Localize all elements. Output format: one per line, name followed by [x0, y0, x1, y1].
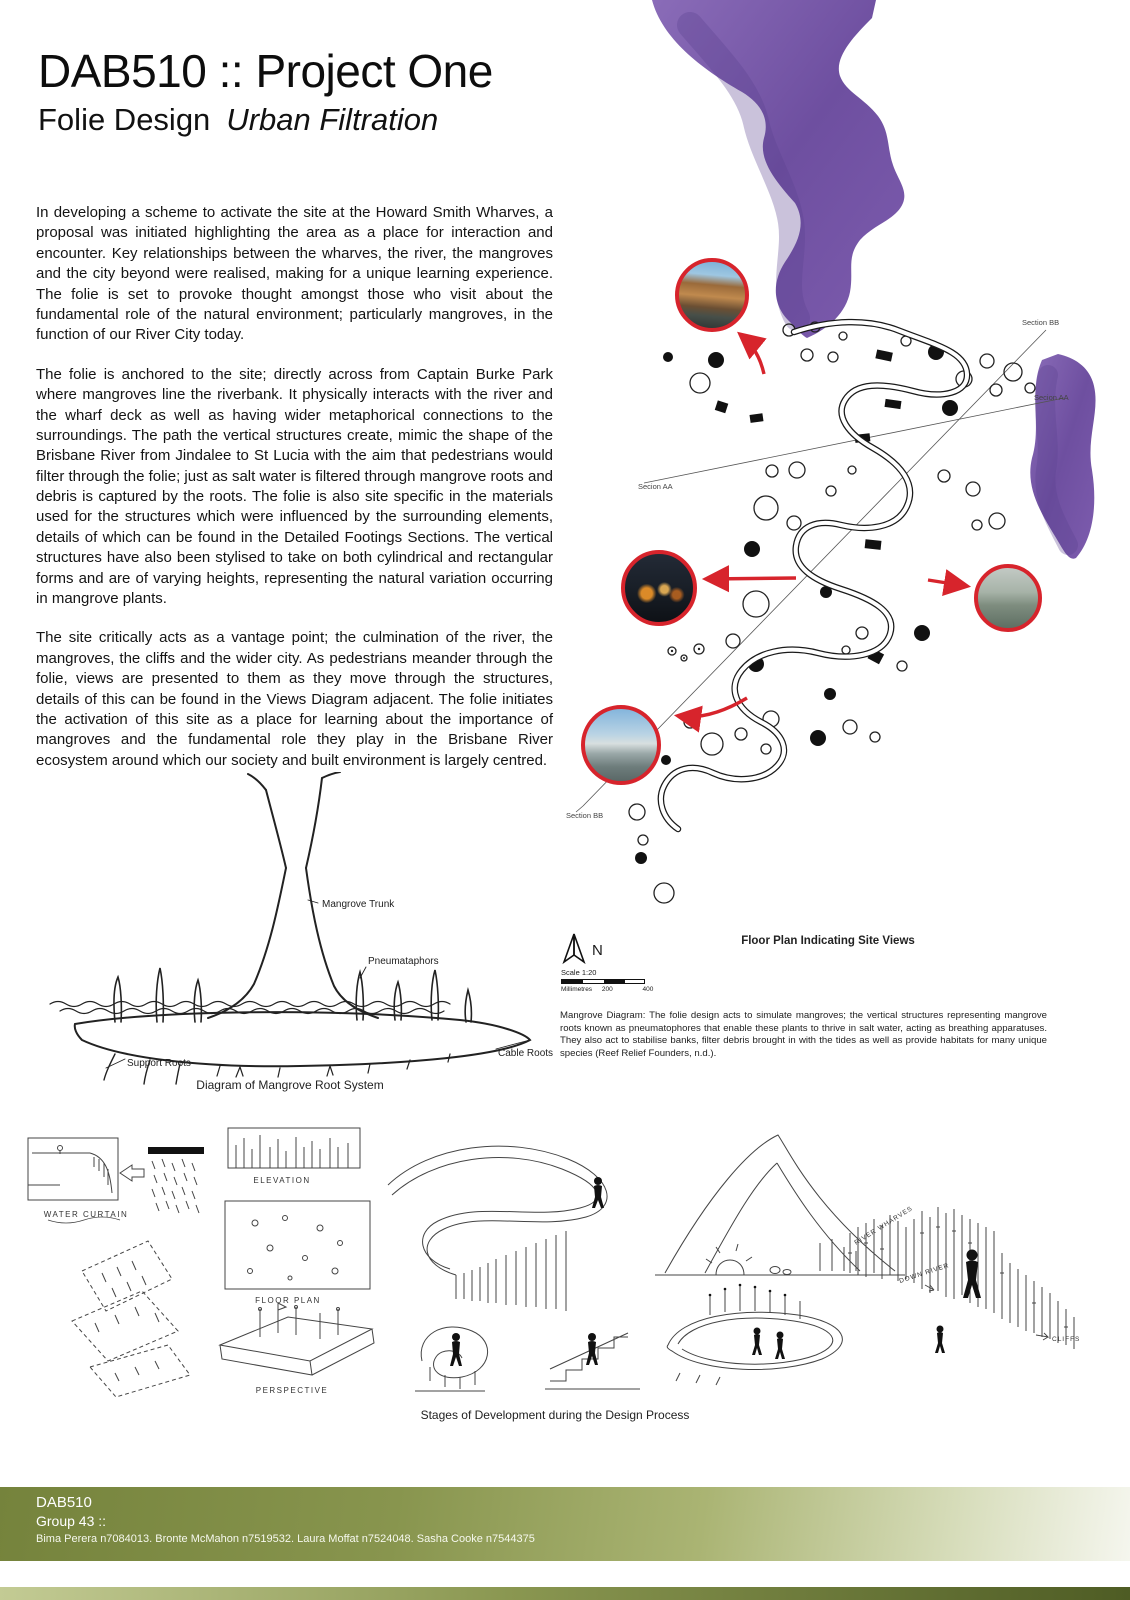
footer-members: Bima Perera n7084013. Bronte McMahon n7519532. Laura Moffat n7524048. Sasha Cooke n7544375: [36, 1533, 535, 1545]
scale-mid-value: 200: [601, 986, 613, 993]
footer-strip: [0, 1587, 1130, 1600]
scale-bar: [561, 968, 691, 993]
mangrove-diagram-note: Mangrove Diagram: The folie design acts to simulate mangroves; the vertical structures representing mangrove roots known as pneumatophores that enable these plants to thrive in salt water, acting as breathing apparatuses. They also act to stabilise banks, filter debris brought in with the tides as well as provide habitats for many unique species (Reef Relief Founders, n.d.).: [560, 1010, 1047, 1059]
section-aa-left-label: Secion AA: [638, 482, 673, 491]
figure-silhouettes: [450, 1177, 981, 1366]
body-paragraph-3: The site critically acts as a vantage point; the culmination of the river, the mangroves, the cliffs and the wider city. As pedestrians meander through the folie, views are presented to them as they move through the structures, details of this can be found in the Views Diagram adjacent. The folie initiates the activation of this site as a place for learning about the importance of mangroves and the fundamental role they play in the Brisbane River ecosystem around which our society and built environment is largely centred.: [36, 629, 553, 769]
footer-band: [0, 1487, 1130, 1561]
scale-units: Millimetres: [561, 986, 593, 993]
page-subtitle: [38, 102, 438, 138]
label-down-river: DOWN RIVER: [898, 1262, 951, 1285]
site-photo-river: [974, 564, 1042, 632]
label-pneumataphors: Pneumataphors: [368, 956, 439, 967]
scale-bar-graphic: [561, 979, 645, 984]
subtitle-emphasis: Urban Filtration: [226, 102, 439, 137]
scale-title: Scale 1:20: [561, 968, 597, 977]
section-bb-bottom-label: Section BB: [566, 811, 604, 820]
label-cable-roots: Cable Roots: [498, 1048, 554, 1059]
site-photo-bridge: [581, 705, 661, 785]
body-paragraph-2: The folie is anchored to the site; directly across from Captain Burke Park where mangroves line the riverbank. It physically interacts with the river and the wharf deck as well as having wider metaphorical connections to the surroundings. The path the vertical structures create, mimic the shape of the Brisbane River from Jindalee to St Lucia with the aim that pedestrians would filter through the folie; just as salt water is filtered through mangrove roots and debris is captured by the roots. The folie is also site specific in the materials used for the structures which were influenced by the surrounding elements, details of which can be found in the Detailed Footings Sections. The vertical structures have also been stylised to take on both cylindrical and rectangular forms and are of varying heights, representing the natural variation occurring in mangrove plants.: [36, 365, 553, 608]
design-process-sketches: [20, 1123, 1115, 1408]
label-support-roots: Support Roots: [127, 1058, 191, 1069]
section-aa-right-label: Secion AA: [1034, 393, 1069, 402]
floor-plan-caption: Floor Plan Indicating Site Views: [741, 935, 915, 947]
site-photo-cliffs: [675, 258, 749, 332]
process-caption: Stages of Development during the Design Process: [420, 1408, 690, 1422]
footer-group: Group 43 ::: [36, 1513, 107, 1529]
subtitle-main: Folie Design: [38, 102, 211, 137]
plan-outline-structures: [629, 322, 1035, 903]
scale-end-value: 400: [642, 986, 654, 993]
label-cliffs: CLIFFS: [1052, 1336, 1081, 1343]
north-label: N: [592, 942, 603, 959]
mangrove-root-diagram: [30, 772, 560, 1092]
label-floor-plan: FLOOR PLAN: [255, 1296, 321, 1305]
label-river-wharves: RIVER WHARVES: [853, 1205, 915, 1247]
label-perspective: PERSPECTIVE: [255, 1386, 329, 1395]
label-elevation: ELEVATION: [253, 1176, 311, 1185]
site-photo-wharves-night: [621, 550, 697, 626]
body-paragraph-1: In developing a scheme to activate the site at the Howard Smith Wharves, a proposal was initiated highlighting the area as a place for interaction and encounter. Key relationships between the wharves, the river, the mangroves and the city beyond were realised, making for a unique learning experience. The folie is set to provoke thought amongst those who visit about the fundamental role of the natural environment; particularly mangroves, in the function of our River City today.: [36, 204, 553, 344]
page-title: DAB510 :: Project One: [38, 45, 493, 97]
root-diagram-caption: Diagram of Mangrove Root System: [196, 1078, 384, 1092]
site-plan-drawing: [540, 0, 1130, 1010]
intro-text: [36, 203, 553, 771]
label-mangrove-trunk: Mangrove Trunk: [322, 899, 395, 910]
section-bb-top-label: Section BB: [1022, 318, 1060, 327]
label-water-curtain: WATER CURTAIN: [43, 1210, 129, 1219]
pole-cap-dots: [709, 1284, 787, 1297]
meander-path: [661, 322, 967, 829]
footer-course-code: DAB510: [36, 1494, 92, 1511]
